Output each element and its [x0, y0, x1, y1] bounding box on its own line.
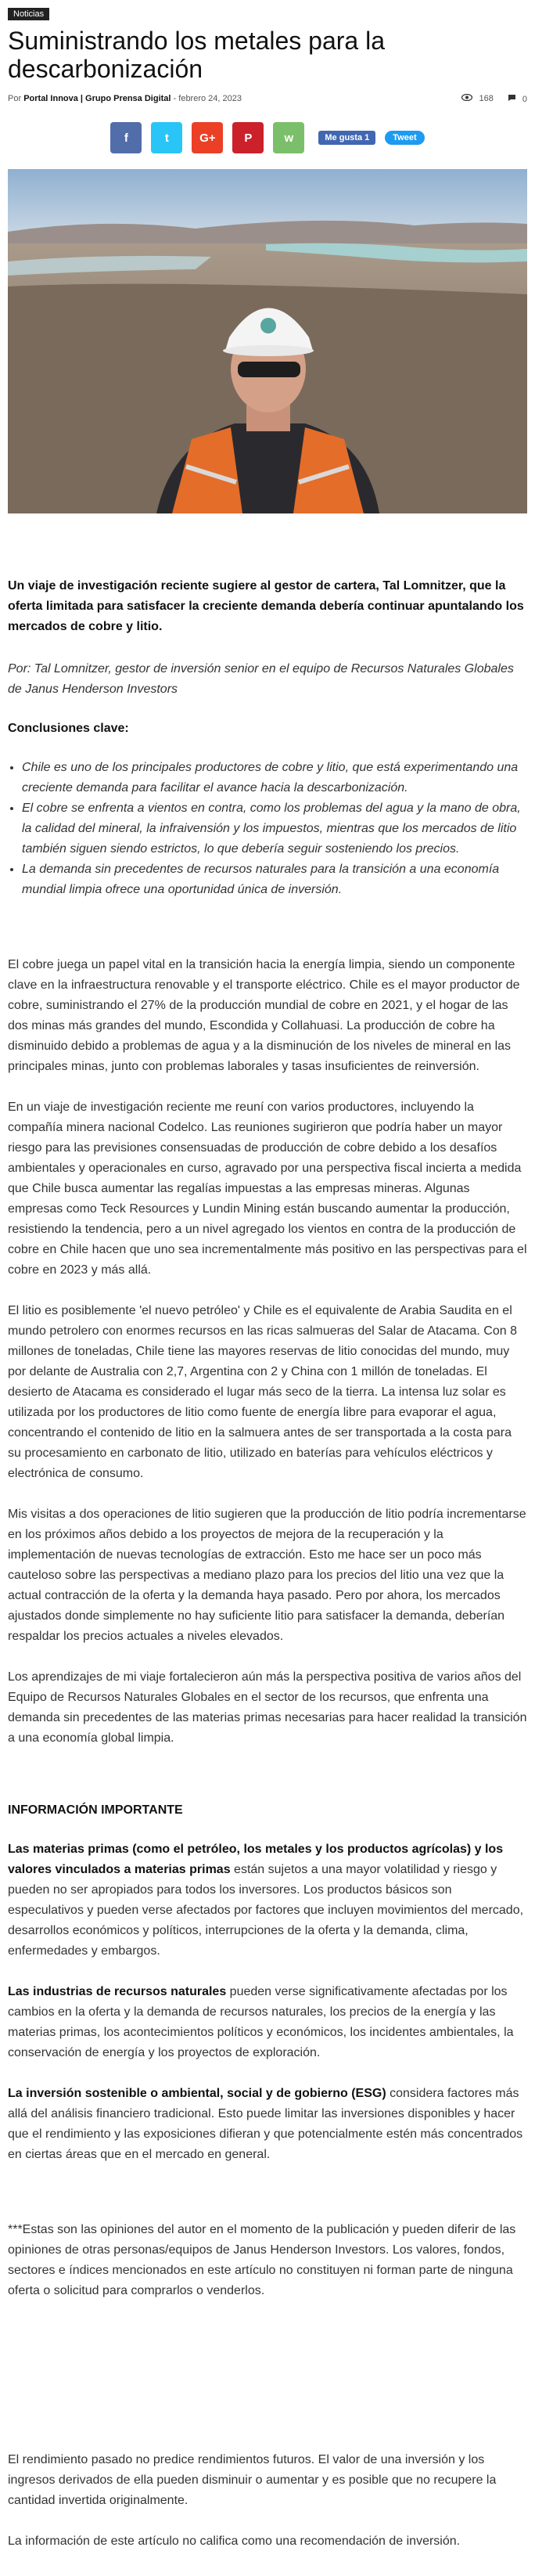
publish-date: febrero 24, 2023 — [178, 94, 242, 103]
performance-note: El rendimiento pasado no predice rendimientos futuros. El valor de una inversión y los ingresos derivados de ella pueden disminuir o aumentar y es posible que no recupere la cantidad invertida originalmente. — [8, 2453, 497, 2507]
risk-item — [8, 1839, 527, 1962]
body-paragraph: Los aprendizajes de mi viaje fortalecieron aún más la perspectiva positiva de varios años del Equipo de Recursos Naturales Globales en el sector de los recursos, que enfrenta una demanda sin precedentes de las materias primas necesarias para hacer realidad la transición a una economía global limpia. — [8, 1670, 527, 1745]
key-takeaway-item: • La demanda sin precedentes de recursos naturales para la transición a una economía mundial limpia ofrece una oportunidad única de inversión. — [22, 859, 527, 900]
facebook-icon: f — [124, 131, 128, 145]
whatsapp-icon: w — [284, 131, 294, 145]
author-disclaimer: ***Estas son las opiniones del autor en el momento de la publicación y pueden diferir de las opiniones de otras personas/equipos de Janus Henderson Investors. Los valores, fondos, sectores e índices mencionados en este artículo no constituyen ni forman parte de ninguna oferta o solicitud para comprarlos o venderlos. — [8, 2223, 516, 2297]
eye-icon — [461, 94, 472, 103]
comment-icon — [508, 94, 516, 104]
risk-item-title: Las industrias de recursos naturales — [8, 1985, 227, 1998]
article-byline: Por: Tal Lomnitzer, gestor de inversión senior en el equipo de Recursos Naturales Globales de Janus Henderson Investors — [8, 662, 514, 696]
meta-left — [8, 94, 242, 103]
body-paragraph: El cobre juega un papel vital en la transición hacia la energía limpia, siendo un componente clave en la infraestructura renovable y el transporte eléctrico. Chile es el mayor productor de cobre, suministrando el 27% de la producción mundial de cobre en 2021, y el hogar de las dos minas más grandes del mundo, Escondida y Collahuasi. La producción de cobre ha disminuido debido a problemas de agua y a la disminución de los niveles de mineral en las principales minas, junto con problemas laborales y tasas insuficientes de reinversión. — [8, 958, 520, 1073]
risk-item-text: pueden verse significativamente afectadas por los cambios en la oferta y la demanda de recursos naturales, los precios de la energía y las materias primas, los acontecimientos políticos y económicos, los incidentes ambientales, la conservación de energía y los proyectos de exploración. — [8, 1985, 514, 2059]
key-takeaway-item: • Chile es uno de los principales productores de cobre y litio, que está experimentando una creciente demanda para facilitar el avance hacia la descarbonización. — [22, 758, 527, 798]
hero-image — [8, 169, 527, 513]
tweet-button[interactable]: Tweet — [385, 131, 424, 145]
views-count-group — [461, 94, 493, 103]
key-takeaways-list — [8, 758, 527, 900]
key-takeaway-item: • El cobre se enfrenta a vientos en contra, como los problemas del agua y la mano de obra, la calidad del mineral, la infraivensión y los impuestos, mientras que los mercados de litio también siguen siendo estrictos, lo que debería seguir sosteniendo los precios. — [22, 798, 527, 859]
comments-count-group[interactable] — [508, 94, 527, 104]
risk-item-title: Las materias primas (como el petróleo, los metales y los productos agrícolas) y los valores vinculados a materias primas — [8, 1843, 504, 1876]
googleplus-share-button[interactable] — [192, 122, 223, 153]
share-bar — [8, 122, 527, 153]
important-info-heading: INFORMACIÓN IMPORTANTE — [8, 1803, 183, 1817]
risk-item-title: La inversión sostenible o ambiental, social y de gobierno (ESG) — [8, 2087, 386, 2100]
body-paragraph: El litio es posiblemente 'el nuevo petróleo' y Chile es el equivalente de Arabia Saudita en el mundo petrolero con enormes recursos en las ricas salmueras del Salar de Atacama. Con 8 millones de toneladas, Chile tiene las mayores reservas de litio conocidas del mundo, muy por delante de Australia con 2,7, Argentina con 2 y China con 1 millón de toneladas. El desierto de Atacama es considerado el lugar más seco de la tierra. La intensa luz solar es utilizada por los productores de litio como fuente de energía libre para evaporar el agua, concentrando el contenido de litio en la salmuera antes de ser transportada a la costa para su procesamiento en carbonato de litio, utilizado en baterías para vehículos eléctricos y electrónica de consumo. — [8, 1304, 517, 1480]
author-link[interactable]: Portal Innova | Grupo Prensa Digital — [23, 94, 171, 103]
facebook-share-button[interactable] — [110, 122, 142, 153]
by-prefix: Por — [8, 94, 22, 103]
meta-separator: - — [173, 94, 177, 103]
pinterest-icon: P — [244, 131, 253, 145]
article-title: Suministrando los metales para la descarbonización — [8, 27, 386, 83]
googleplus-icon: G+ — [199, 131, 216, 145]
risk-item-text: considera factores más allá del análisis financiero tradicional. Esto puede limitar las inversiones disponibles y hacer que el rendimiento y las exposiciones difieran y que potencialmente estén más concentrados en ciertas áreas que en el mercado en general. — [8, 2087, 523, 2161]
whatsapp-share-button[interactable] — [273, 122, 304, 153]
category-badge[interactable]: Noticias — [8, 8, 49, 20]
facebook-like-button[interactable]: Me gusta 1 — [318, 131, 375, 145]
comments-count: 0 — [522, 94, 527, 104]
key-takeaways-heading: Conclusiones clave: — [8, 722, 129, 735]
risk-item-text: están sujetos a una mayor volatilidad y riesgo y pueden no ser apropiados para todos los inversores. Los productos básicos son especulativos y pueden verse afectados por factores que incluyen movimientos del mercado, desarrollos económicos y políticos, interrupciones de la oferta y la demanda, clima, enfermedades y embargos. — [8, 1863, 524, 1958]
article-meta — [8, 91, 527, 106]
body-paragraph: Mis visitas a dos operaciones de litio sugieren que la producción de litio podría incrementarse en los próximos años debido a los proyectos de mejora de la recuperación y la implementación de nuevas tecnologías de extracción. Esto me hace ser un poco más cauteloso sobre las perspectivas a mediano plazo para los precios del litio una vez que la actual contracción de la oferta y la demanda haya pasado. Pero por ahora, los mercados ajustados donde simplemente no hay suficiente litio para satisfacer la demanda, deberían respaldar los precios actuales a niveles elevados. — [8, 1508, 526, 1643]
body-paragraph: En un viaje de investigación reciente me reuní con varios productores, incluyendo la compañía minera nacional Codelco. Las reuniones sugirieron que podría haber un mayor riesgo para las previsiones consensuadas de producción de cobre debido a los desafíos ambientales y operacionales en curso, agravado por una perspectiva fiscal incierta a medida que Chile busca aumentar las regalías impuestas a las empresas mineras. Algunas empresas como Teck Resources y Lundin Mining están buscando aumentar la producción, resistiendo la tendencia, pero a un nivel agregado los vientos en contra de la producción de cobre en Chile hacen que uno sea incrementalmente más positivo en las perspectivas para el cobre en 2023 y más allá. — [8, 1101, 527, 1277]
views-count: 168 — [479, 94, 494, 103]
final-note: La información de este artículo no califica como una recomendación de inversión. — [8, 2535, 461, 2548]
twitter-icon: t — [164, 131, 169, 145]
risk-item — [8, 2084, 527, 2165]
twitter-share-button[interactable] — [151, 122, 182, 153]
risk-item — [8, 1982, 527, 2063]
pinterest-share-button[interactable] — [232, 122, 264, 153]
meta-right — [461, 94, 527, 104]
article-lead: Un viaje de investigación reciente sugiere al gestor de cartera, Tal Lomnitzer, que la oferta limitada para satisfacer la creciente demanda debería continuar apuntalando los mercados de cobre y litio. — [8, 579, 524, 633]
